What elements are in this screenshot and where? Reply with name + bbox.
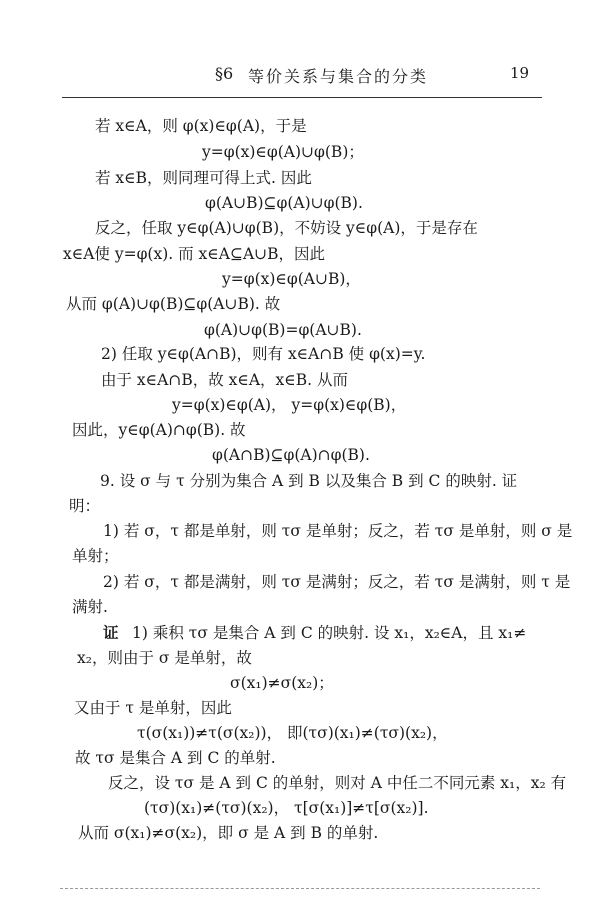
text-line: 因此，y∈φ(A)∩φ(B). 故: [72, 421, 246, 439]
formula-line: y=φ(x)∈φ(A∪B)，: [222, 270, 361, 288]
text-line: 满射.: [72, 598, 108, 616]
text-line: 若 x∈A，则 φ(x)∈φ(A)，于是: [95, 117, 307, 135]
formula-line: σ(x₁)≠σ(x₂)；: [230, 674, 334, 692]
section-title: 等价关系与集合的分类: [248, 67, 429, 86]
proof-label: 证: [103, 623, 119, 642]
section-number: §6: [215, 64, 234, 83]
text-line: 从而 σ(x₁)≠σ(x₂)，即 σ 是 A 到 B 的单射.: [78, 824, 379, 842]
text-line: 反之，设 τσ 是 A 到 C 的单射，则对 A 中任二不同元素 x₁，x₂ 有: [108, 774, 567, 792]
text-line: x₂，则由于 σ 是单射，故: [77, 649, 252, 667]
formula-line: τ(σ(x₁))≠τ(σ(x₂))， 即(τσ)(x₁)≠(τσ)(x₂)，: [137, 724, 448, 742]
text-line: 反之，任取 y∈φ(A)∪φ(B)，不妨设 y∈φ(A)，于是存在: [95, 219, 478, 237]
text-line: 由于 x∈A∩B，故 x∈A，x∈B. 从而: [101, 371, 349, 389]
formula-line: φ(A∩B)⊆φ(A)∩φ(B).: [212, 446, 370, 464]
text-line: 若 x∈B，则同理可得上式. 因此: [95, 169, 312, 187]
formula-line: y=φ(x)∈φ(A)， y=φ(x)∈φ(B)，: [172, 396, 407, 414]
text-line: 2) 任取 y∈φ(A∩B)，则有 x∈A∩B 使 φ(x)=y.: [101, 345, 426, 363]
text-line: 单射；: [72, 547, 119, 565]
text-line: 明：: [69, 497, 101, 515]
text-line: 9. 设 σ 与 τ 分别为集合 A 到 B 以及集合 B 到 C 的映射. 证: [100, 472, 518, 490]
text-line: 又由于 τ 是单射，因此: [74, 699, 232, 717]
header-rule: [62, 97, 542, 98]
text-line: 2) 若 σ，τ 都是满射，则 τσ 是满射；反之，若 τσ 是满射，则 τ 是: [103, 573, 571, 591]
formula-line: φ(A)∪φ(B)=φ(A∪B).: [204, 321, 362, 339]
formula-line: y=φ(x)∈φ(A)∪φ(B)；: [202, 143, 364, 161]
text-line: 1) 乘积 τσ 是集合 A 到 C 的映射. 设 x₁，x₂∈A，且 x₁≠: [132, 624, 527, 642]
text-line: 从而 φ(A)∪φ(B)⊆φ(A∪B). 故: [66, 295, 281, 313]
text-line: 故 τσ 是集合 A 到 C 的单射.: [75, 749, 276, 767]
bottom-edge: [60, 888, 540, 889]
text-line: 1) 若 σ，τ 都是单射，则 τσ 是单射；反之，若 τσ 是单射，则 σ 是: [103, 522, 573, 540]
text-line: x∈A使 y=φ(x). 而 x∈A⊆A∪B，因此: [63, 245, 326, 263]
page-number: 19: [510, 64, 530, 82]
formula-line: (τσ)(x₁)≠(τσ)(x₂)， τ[σ(x₁)]≠τ[σ(x₂)].: [144, 799, 429, 817]
formula-line: φ(A∪B)⊆φ(A)∪φ(B).: [205, 194, 363, 212]
